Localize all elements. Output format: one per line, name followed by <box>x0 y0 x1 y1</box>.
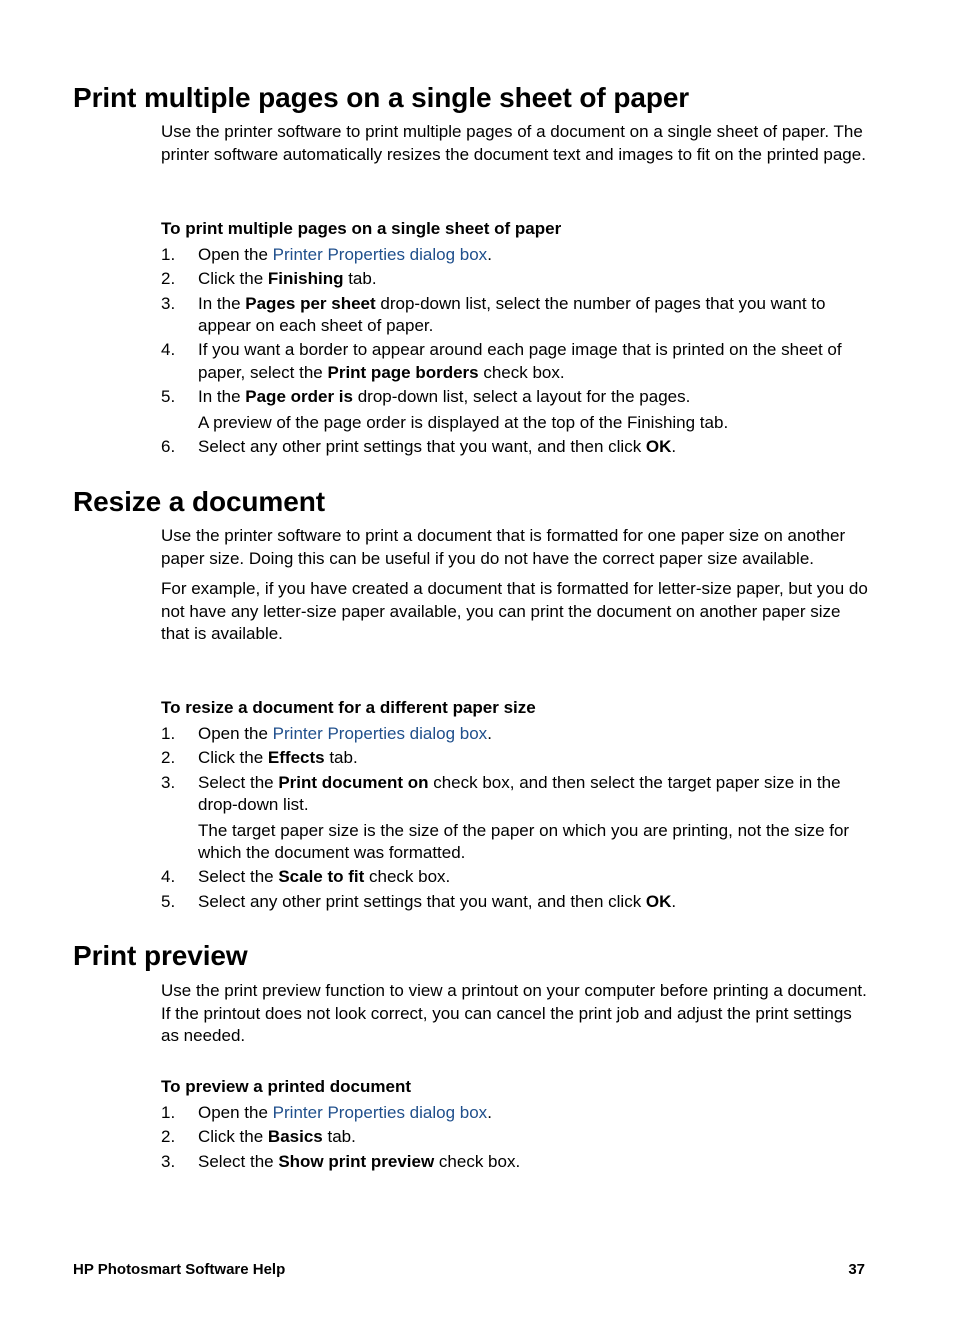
step-item <box>161 747 873 770</box>
step-item <box>161 723 873 746</box>
step-text: Click the <box>198 748 268 768</box>
step-number: 5. <box>161 891 176 911</box>
footer-document-title: HP Photosmart Software Help <box>73 1261 286 1278</box>
step-number: 4. <box>161 867 176 887</box>
step-text: tab. <box>324 748 358 768</box>
step-item <box>161 293 873 338</box>
procedure-title-print-multiple-pages: To print multiple pages on a single sheet of paper <box>161 219 562 238</box>
step-number: 1. <box>161 245 176 264</box>
step-number: 3. <box>161 293 176 313</box>
steps-list <box>161 723 873 915</box>
step-text: . <box>487 724 492 743</box>
step-text: In the <box>198 387 246 407</box>
ui-term: Basics <box>267 1127 323 1147</box>
step-text: drop-down list, select the number of pages that you want to appear on each sheet of paper. <box>198 293 826 336</box>
step-item <box>161 866 873 889</box>
ui-term: Scale to fit <box>278 867 365 887</box>
step-text: Open the <box>198 724 273 743</box>
procedure-title-resize-document: To resize a document for a different paper size <box>161 698 536 717</box>
paragraph: For example, if you have created a document that is formatted for letter-size paper, but you do not have any letter-size paper available, you can print the document on another paper size that is available. <box>161 579 868 643</box>
section-intro-resize-document <box>161 525 873 646</box>
step-text: . <box>671 891 677 911</box>
printer-properties-link[interactable]: Printer Properties dialog box <box>272 245 488 264</box>
ui-term: Page order is <box>245 387 353 407</box>
ui-term: OK <box>645 891 672 911</box>
paragraph: Use the printer software to print a document that is formatted for one paper size on another paper size. Doing this can be useful if you do not have the correct paper size available. <box>161 526 846 568</box>
step-number: 3. <box>161 772 176 792</box>
step-text: Select any other print settings that you want, and then click <box>198 891 646 911</box>
step-number: 2. <box>161 269 176 289</box>
ui-term: Pages per sheet <box>245 293 376 313</box>
step-number: 5. <box>161 387 176 407</box>
step-text: In the <box>198 293 246 313</box>
step-number: 4. <box>161 340 176 360</box>
step-text: . <box>487 1103 492 1122</box>
footer-page-number: 37 <box>848 1261 865 1278</box>
section-title-print-multiple-pages: Print multiple pages on a single sheet of paper <box>73 82 690 113</box>
section-title-print-preview: Print preview <box>73 940 248 971</box>
paragraph: Use the printer software to print multiple pages of a document on a single sheet of paper. The printer software automatically resizes the document text and images to fit on the printed page. <box>161 122 866 164</box>
step-text: tab. <box>343 269 377 289</box>
step-text: Select the <box>198 867 279 887</box>
step-number: 3. <box>161 1151 176 1171</box>
step-text: . <box>487 245 492 264</box>
ui-term: Finishing <box>267 269 344 289</box>
step-text: Click the <box>198 269 268 289</box>
step-text: Open the <box>198 1103 273 1122</box>
step-item <box>161 244 873 267</box>
steps-list <box>161 1102 873 1175</box>
ui-term: OK <box>645 436 672 456</box>
step-item <box>161 1126 873 1149</box>
step-item <box>161 339 873 384</box>
step-note: A preview of the page order is displayed at the top of the Finishing tab. <box>198 412 729 432</box>
step-item <box>161 772 873 865</box>
step-number: 1. <box>161 1103 176 1122</box>
step-text: Open the <box>198 245 273 264</box>
section-intro-print-multiple-pages <box>161 121 873 166</box>
paragraph: Use the print preview function to view a printout on your computer before printing a document. If the printout does not look correct, you can cancel the print job and adjust the print settings as needed. <box>161 981 867 1045</box>
step-text: Select the <box>198 1151 279 1171</box>
step-item <box>161 436 873 459</box>
step-item <box>161 268 873 291</box>
step-item <box>161 891 873 914</box>
printer-properties-link[interactable]: Printer Properties dialog box <box>272 724 488 743</box>
step-text: check box. <box>364 867 451 887</box>
step-item <box>161 386 873 434</box>
step-note: The target paper size is the size of the paper on which you are printing, not the size for which the document was formatted. <box>198 820 850 863</box>
printer-properties-link[interactable]: Printer Properties dialog box <box>272 1103 488 1122</box>
step-number: 6. <box>161 436 176 456</box>
step-item <box>161 1102 873 1125</box>
procedure-title-print-preview: To preview a printed document <box>161 1077 411 1096</box>
step-text: check box. <box>478 362 565 382</box>
step-text: Click the <box>198 1127 268 1147</box>
step-text: . <box>671 436 677 456</box>
section-title-resize-document: Resize a document <box>73 486 325 517</box>
step-text: Select any other print settings that you want, and then click <box>198 436 646 456</box>
step-text: check box, and then select the target paper size in the drop-down list. <box>198 772 841 815</box>
step-number: 1. <box>161 724 176 743</box>
step-number: 2. <box>161 1127 176 1147</box>
step-text: check box. <box>434 1151 521 1171</box>
step-text: Select the <box>198 772 279 792</box>
step-item <box>161 1151 873 1174</box>
step-text: If you want a border to appear around each page image that is printed on the sheet of paper, select the <box>198 340 842 382</box>
steps-list <box>161 244 873 460</box>
ui-term: Effects <box>267 748 325 768</box>
step-number: 2. <box>161 748 176 768</box>
ui-term: Show print preview <box>278 1151 435 1171</box>
ui-term: Print page borders <box>327 362 479 382</box>
ui-term: Print document on <box>278 772 429 792</box>
step-text: drop-down list, select a layout for the pages. <box>352 387 691 407</box>
step-text: tab. <box>322 1127 356 1147</box>
section-intro-print-preview <box>161 980 873 1048</box>
